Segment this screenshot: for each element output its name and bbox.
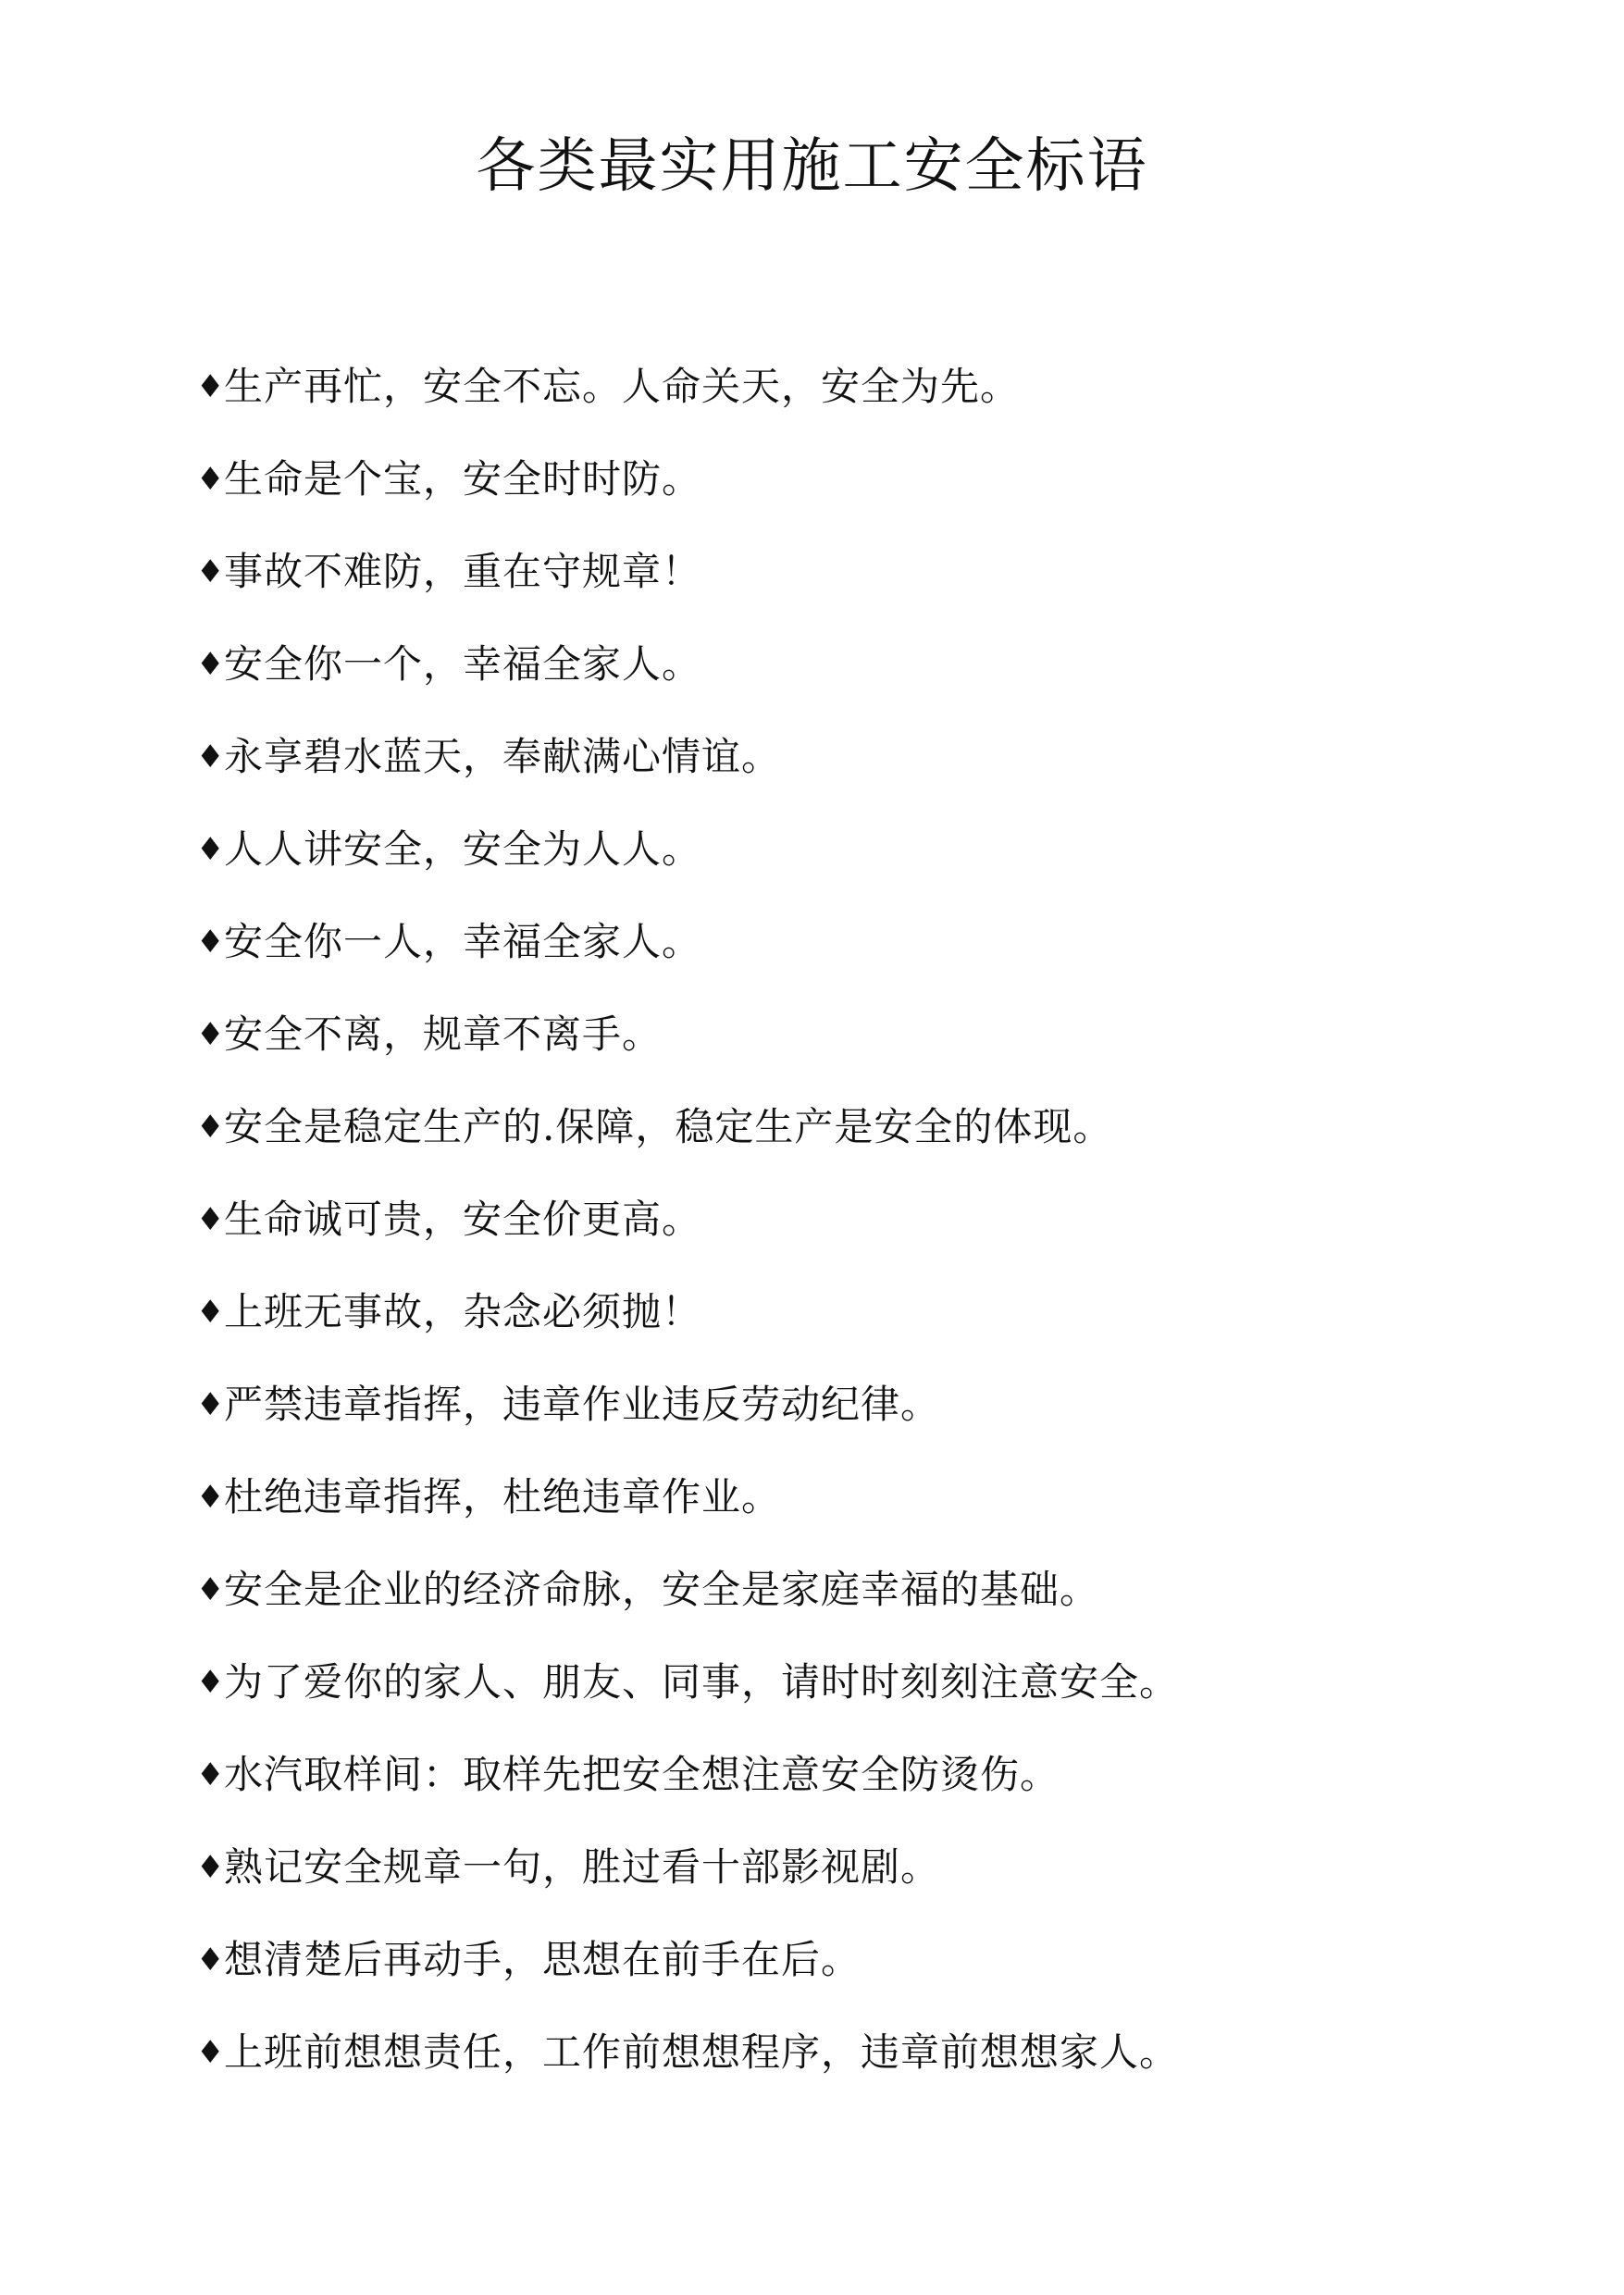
slogan-text: 想清楚后再动手，思想在前手在后。 [224, 1937, 862, 1982]
slogan-text: 为了爱你的家人、朋友、同事，请时时刻刻注意安全。 [224, 1659, 1180, 1705]
diamond-bullet-icon: ♦ [196, 738, 225, 775]
slogan-text: 人人讲安全，安全为人人。 [224, 826, 702, 872]
diamond-bullet-icon: ♦ [196, 461, 225, 498]
list-item [196, 711, 1492, 803]
diamond-bullet-icon: ♦ [196, 1016, 225, 1053]
slogan-text: 事故不难防，重在守规章！ [224, 549, 702, 594]
slogan-text: 水汽取样间：取样先把安全想注意安全防烫伤。 [224, 1752, 1060, 1797]
list-item [196, 618, 1492, 711]
list-item [196, 1914, 1492, 2006]
list-item [196, 1451, 1492, 1544]
slogan-text: 安全不离，规章不离手。 [224, 1011, 663, 1057]
list-item [196, 2006, 1492, 2099]
slogan-text: 安全你一人，幸福全家人。 [224, 919, 702, 964]
slogan-list [196, 341, 1492, 2099]
list-item [196, 1729, 1492, 1821]
list-item [196, 1358, 1492, 1451]
list-item [196, 1173, 1492, 1266]
diamond-bullet-icon: ♦ [196, 1386, 225, 1423]
list-item [196, 1636, 1492, 1729]
diamond-bullet-icon: ♦ [196, 1109, 225, 1146]
diamond-bullet-icon: ♦ [196, 1941, 225, 1979]
list-item [196, 1081, 1492, 1173]
slogan-text: 熟记安全规章一句，胜过看十部影视剧。 [224, 1844, 941, 1890]
slogan-text: 上班前想想责任，工作前想想程序，违章前想想家人。 [224, 2029, 1180, 2075]
diamond-bullet-icon: ♦ [196, 646, 225, 683]
list-item [196, 1544, 1492, 1636]
diamond-bullet-icon: ♦ [196, 1571, 225, 1608]
slogan-text: 安全是企业的经济命脉，安全是家庭幸福的基础。 [224, 1567, 1100, 1612]
slogan-text: 安全是稳定生产的.保障，稳定生产是安全的体现。 [224, 1104, 1113, 1149]
slogan-text: 永享碧水蓝天，奉献满心情谊。 [224, 734, 782, 779]
diamond-bullet-icon: ♦ [196, 1849, 225, 1886]
diamond-bullet-icon: ♦ [196, 1294, 225, 1331]
list-item [196, 526, 1492, 618]
diamond-bullet-icon: ♦ [196, 1479, 225, 1516]
diamond-bullet-icon: ♦ [196, 831, 225, 868]
diamond-bullet-icon: ♦ [196, 368, 225, 405]
diamond-bullet-icon: ♦ [196, 1201, 225, 1238]
slogan-text: 生命是个宝，安全时时防。 [224, 456, 702, 502]
slogan-text: 生产再忙，安全不忘。人命关天，安全为先。 [224, 364, 1021, 409]
diamond-bullet-icon: ♦ [196, 553, 225, 590]
slogan-text: 安全你一个，幸福全家人。 [224, 641, 702, 687]
list-item [196, 803, 1492, 896]
list-item [196, 341, 1492, 433]
slogan-text: 杜绝违章指挥，杜绝违章作业。 [224, 1474, 782, 1520]
diamond-bullet-icon: ♦ [196, 1756, 225, 1793]
list-item [196, 988, 1492, 1081]
list-item [196, 1821, 1492, 1914]
list-item [196, 1266, 1492, 1358]
page-title: 各类最实用施工安全标语 [476, 132, 1148, 201]
diamond-bullet-icon: ♦ [196, 924, 225, 961]
slogan-text: 上班无事故，杂念必须抛！ [224, 1289, 702, 1334]
list-item [196, 433, 1492, 526]
diamond-bullet-icon: ♦ [196, 1664, 225, 1701]
list-item [196, 896, 1492, 988]
diamond-bullet-icon: ♦ [196, 2034, 225, 2071]
slogan-text: 生命诚可贵，安全价更高。 [224, 1197, 702, 1242]
slogan-text: 严禁违章指挥，违章作业违反劳动纪律。 [224, 1382, 941, 1427]
